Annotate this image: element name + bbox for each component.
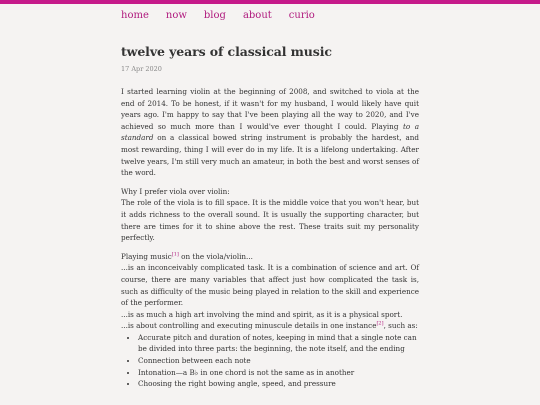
- intro-emphasis: to a standard: [121, 121, 419, 143]
- nav-link-home[interactable]: home: [121, 10, 149, 21]
- main-nav: [121, 9, 332, 23]
- top-accent-bar: [0, 0, 540, 4]
- intro-text-a: I started learning violin at the beginning of 2008, and switched to viola at the end of 2014. To be honest, if it wasn't for my husband, I would likely have quit years ago. I'm happy to say that I've been playing all the way to 2020, and I've achieved so much more than I would've ever thought I could. Playing: [121, 87, 419, 131]
- post-title: twelve years of classical music: [121, 44, 332, 59]
- playing-paragraph: [121, 251, 419, 332]
- why-paragraph: [121, 186, 419, 244]
- list-item: • Choosing the right bowing angle, speed, and pressure: [138, 378, 419, 390]
- nav-link-curio[interactable]: curio: [288, 10, 315, 21]
- footnote-link-1[interactable]: [1]: [171, 251, 179, 258]
- post-date: 17 Apr 2020: [121, 65, 162, 73]
- playing-text-a: Playing music: [121, 251, 172, 261]
- playing-text-b: on the viola/violin...: [178, 251, 253, 261]
- why-body: The role of the viola is to fill space. It is the middle voice that you won't hear, but it adds richness to the overall sound. It is usually the supporting character, but there are times for it to shine above the rest. These traits suit my personality perfectly.: [121, 198, 419, 243]
- intro-text-b: on a classical bowed string instrument is probably the hardest, and most rewarding, thing I will ever do in my life. It is a lifelong undertaking. After twelve years, I'm still very much an amateur, in both the best and worst senses of the word.: [121, 133, 419, 178]
- playing-line-2: ...is as much a high art involving the mind and spirit, as it is a physical sport.: [121, 309, 403, 319]
- nav-link-now[interactable]: now: [165, 10, 187, 21]
- list-item: • Connection between each note: [138, 355, 419, 367]
- nav-link-about[interactable]: about: [242, 10, 272, 21]
- list-item: • Accurate pitch and duration of notes, keeping in mind that a single note can be divided into three parts: the beginning, the note itself, and the ending: [138, 332, 419, 355]
- intro-paragraph: [121, 86, 419, 179]
- footnote-link-2[interactable]: [2]: [376, 320, 384, 327]
- playing-line-1: ...is an inconceivably complicated task. It is a combination of science and art. Of course, there are many variables that affect just how complicated the task is, such as difficulty of the music being played in relation to the skill and experience of the performer.: [121, 263, 419, 308]
- list-item: • Intonation—a B♭ in one chord is not the same as in another: [138, 367, 419, 379]
- playing-line-3b: , such as:: [383, 321, 418, 331]
- nav-link-blog[interactable]: blog: [203, 10, 226, 21]
- details-list: [121, 332, 419, 390]
- why-heading: Why I prefer viola over violin:: [121, 186, 230, 196]
- playing-line-3a: ...is about controlling and executing minuscule details in one instance: [121, 321, 377, 331]
- article: [121, 44, 419, 390]
